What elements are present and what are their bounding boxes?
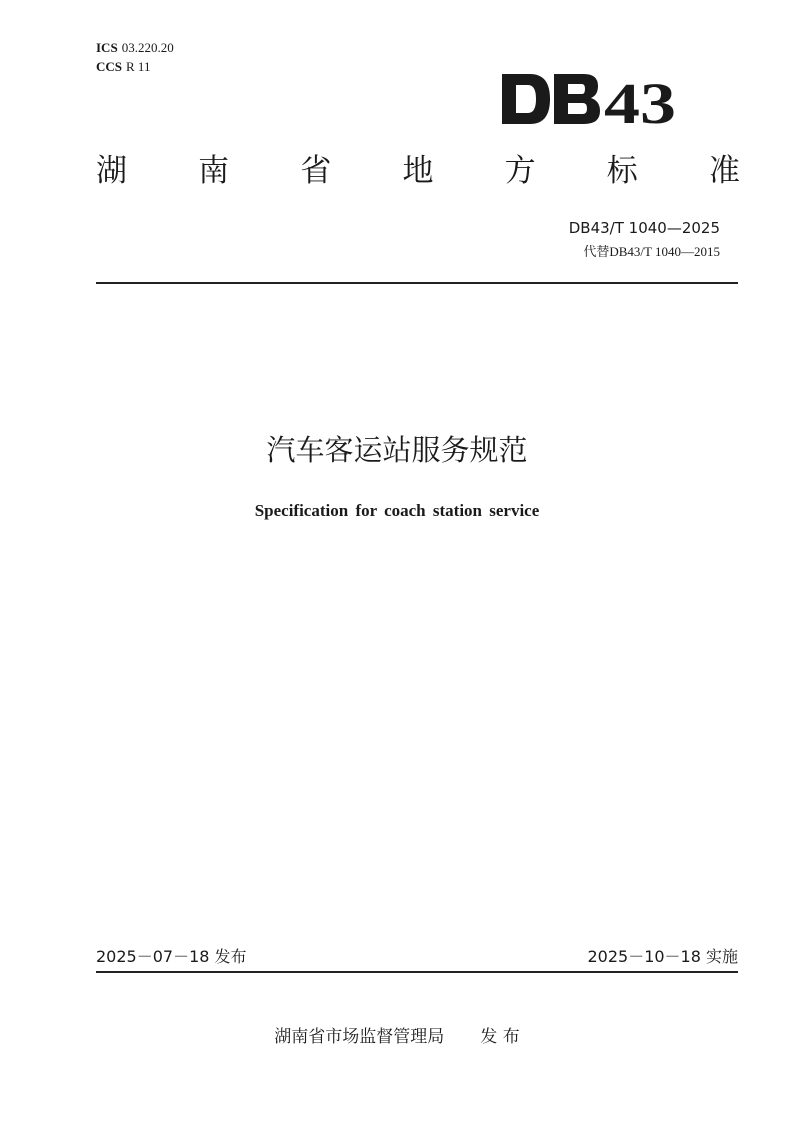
standard-type-char: 省	[300, 153, 332, 189]
publisher-name: 湖南省市场监督管理局	[274, 1027, 445, 1047]
db43-logo	[500, 70, 680, 128]
ccs-label: CCS	[96, 59, 123, 74]
ccs-value: R 11	[126, 59, 151, 74]
ics-value: 03.220.20	[121, 40, 174, 55]
standard-number: DB43/T 1040—2025	[568, 219, 720, 237]
standard-type-char: 南	[198, 153, 230, 189]
standard-type-char: 方	[504, 153, 536, 189]
ics-label: ICS	[96, 40, 118, 55]
standard-type-char: 地	[402, 153, 434, 189]
issue-date: 2025－07－18 发布	[96, 947, 247, 966]
ccs-code	[96, 59, 150, 74]
standard-type-heading	[96, 150, 740, 192]
header-divider	[96, 282, 738, 284]
publish-action: 发 布	[480, 1027, 520, 1047]
title-english: Specification for coach station service	[254, 501, 540, 520]
footer-divider	[96, 971, 738, 973]
ics-code	[96, 40, 174, 55]
standard-type-char: 湖	[96, 153, 127, 189]
replaces-standard: 代替DB43/T 1040—2015	[583, 244, 720, 259]
svg-text:43: 43	[604, 71, 676, 128]
title-chinese: 汽车客运站服务规范	[266, 433, 528, 467]
implementation-date: 2025－10－18 实施	[587, 947, 738, 966]
standard-type-char: 标	[606, 153, 638, 189]
standard-type-char: 准	[708, 153, 740, 189]
publisher-line	[0, 1026, 794, 1048]
